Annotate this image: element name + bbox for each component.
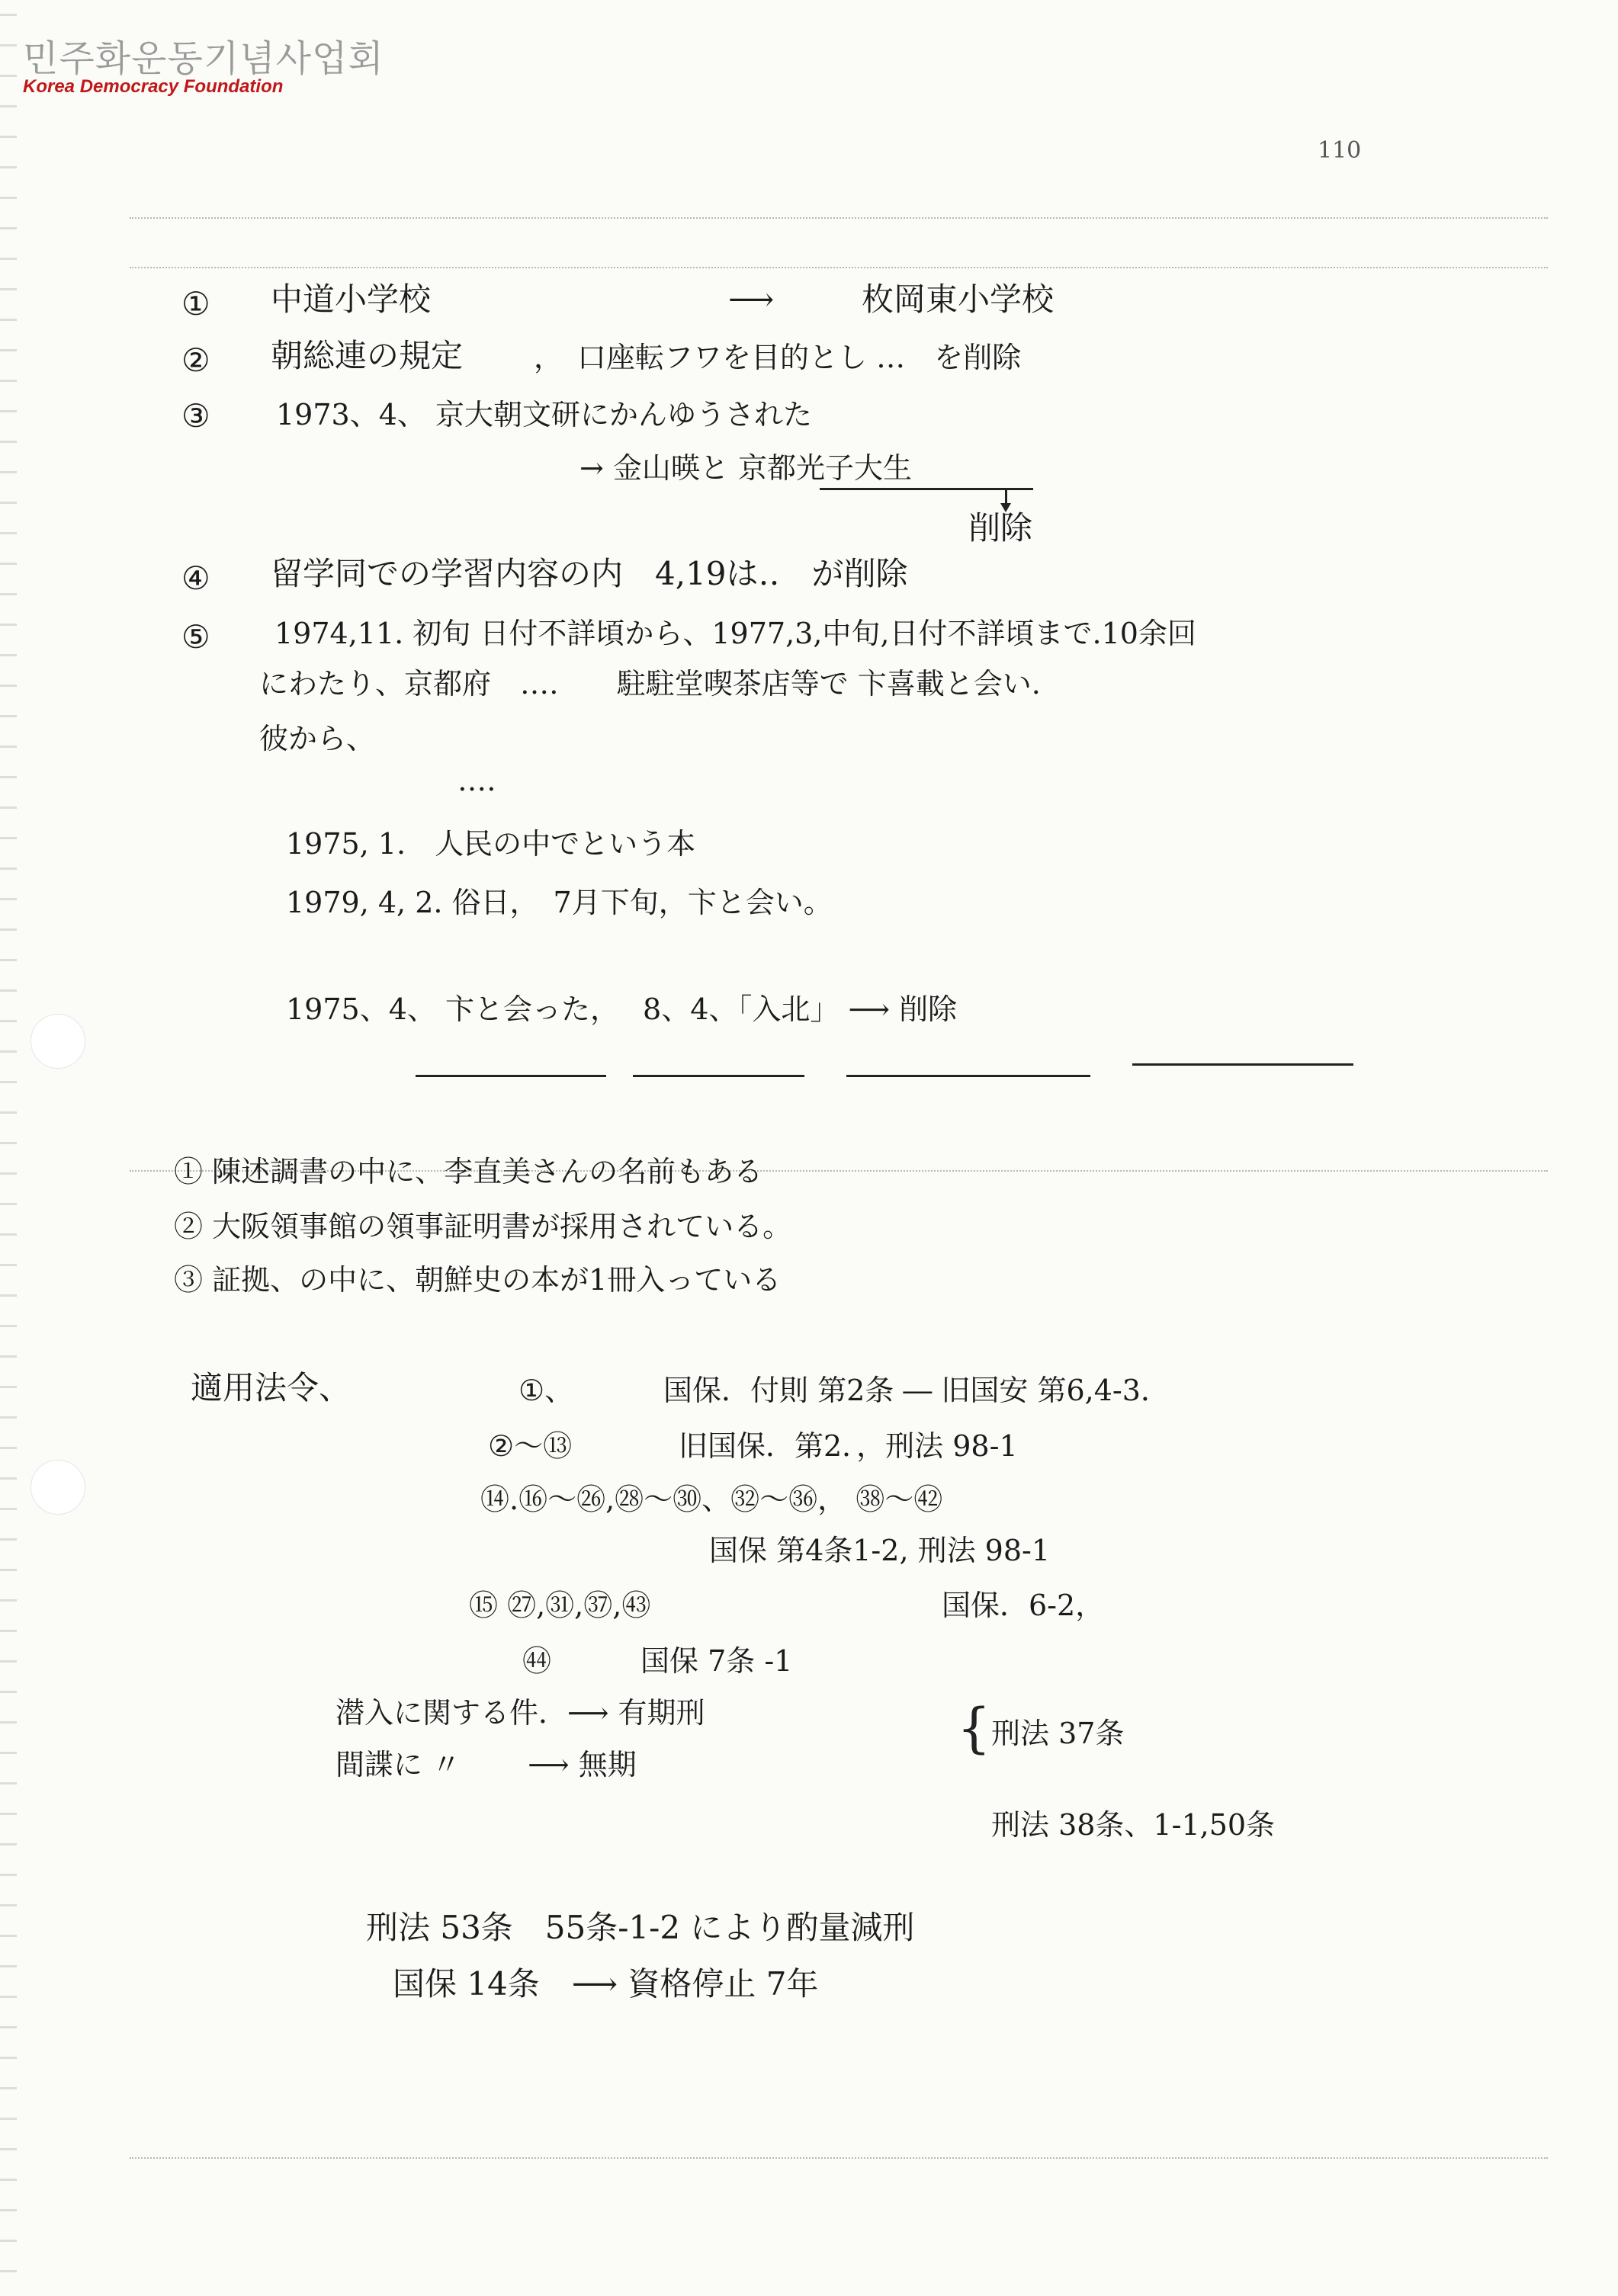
curly-brace: { bbox=[957, 1697, 991, 1759]
law5-number: ㊹ bbox=[522, 1644, 552, 1678]
dash-segment bbox=[416, 1075, 606, 1077]
law6-line-c: 刑法 37条 bbox=[991, 1717, 1125, 1750]
item2-rest: ， 口座転フワを目的とし … を削除 bbox=[534, 341, 1022, 374]
item5-line2: にわたり、京都府 ‥‥ 駐駐堂喫茶店等で 卞喜載と会い. bbox=[259, 667, 1041, 701]
item5-line5: 1979, 4, 2. 俗日， 7月下旬，卞と会い。 bbox=[286, 886, 833, 919]
laws-heading: 適用法令、 bbox=[191, 1369, 352, 1406]
law1-text: 国保．付則 第2条 ― 旧国安 第6,4-3． bbox=[663, 1374, 1170, 1407]
law8-text: 国保 14条 ⟶ 資格停止 7年 bbox=[393, 1965, 819, 2003]
item5-line4: 1975, 1. 人民の中でという本 bbox=[286, 827, 696, 861]
law3-text: 国保 第4条1-2, 刑法 98-1 bbox=[709, 1534, 1051, 1567]
law6-line-a: 潜入に関する件．⟶ 有期刑 bbox=[335, 1696, 705, 1730]
item1-arrow: ⟶ bbox=[728, 281, 775, 318]
item3-number: ③ bbox=[181, 397, 210, 435]
binding-edge bbox=[0, 0, 17, 2296]
item5-line6: 1975、4、 卞と会った， 8、4、「入北」 ⟶ 削除 bbox=[286, 992, 958, 1026]
dash-segment bbox=[633, 1075, 804, 1077]
item1-from: 中道小学校 bbox=[271, 281, 432, 318]
item3-line1: 1973、4、 京大朝文研にかんゆうされた bbox=[276, 398, 812, 431]
law3-numbers: ⑭.⑯〜㉖,㉘〜㉚、㉜〜㊱， ㊳〜㊷ bbox=[480, 1483, 943, 1516]
law2-text: 旧国保．第2．，刑法 98-1 bbox=[679, 1429, 1018, 1463]
item3-deleted: 削除 bbox=[968, 509, 1033, 547]
underline bbox=[820, 488, 1033, 490]
note-line3: ③ 証拠、の中に、朝鮮史の本が1冊入っている bbox=[174, 1263, 782, 1297]
dash-segment bbox=[846, 1075, 1090, 1077]
dash-segment bbox=[1132, 1063, 1353, 1066]
item1-number: ① bbox=[181, 285, 210, 322]
law7-text: 刑法 53条 55条-1-2 により酌量減刑 bbox=[366, 1909, 915, 1946]
item5-line1: 1974,11. 初旬 日付不詳頃から、1977,3,中旬,日付不詳頃まで.10余回 bbox=[274, 617, 1196, 650]
item1-to: 枚岡東小学校 bbox=[862, 281, 1055, 318]
note-line2: ② 大阪領事館の領事証明書が採用されている。 bbox=[174, 1210, 792, 1243]
ruled-line bbox=[130, 217, 1548, 219]
item5-line3: 彼から、 bbox=[259, 722, 376, 755]
punch-hole-top bbox=[30, 1014, 85, 1069]
law2-number: ②〜⑬ bbox=[488, 1429, 573, 1463]
page-number: 110 bbox=[1318, 137, 1362, 164]
note-line1: ① 陳述調書の中に、李直美さんの名前もある bbox=[174, 1155, 763, 1188]
item5-number: ⑤ bbox=[181, 618, 210, 656]
law5-text: 国保 7条 -1 bbox=[640, 1644, 793, 1678]
item2-number: ② bbox=[181, 342, 210, 379]
down-arrow bbox=[1005, 488, 1007, 508]
item2-text: 朝総連の規定 bbox=[271, 337, 464, 374]
item4-text: 留学同での学習内容の内 4,19は‥ が削除 bbox=[271, 555, 908, 592]
watermark-korean: 민주화운동기념사업회 bbox=[23, 37, 384, 80]
ruled-line bbox=[130, 2157, 1548, 2159]
law6-line-b: 間諜に 〃 ⟶ 無期 bbox=[335, 1748, 637, 1781]
watermark-english: Korea Democracy Foundation bbox=[23, 76, 284, 97]
law4-numbers: ⑮ ㉗,㉛,㊲,㊸ bbox=[469, 1589, 651, 1622]
item4-number: ④ bbox=[181, 560, 210, 597]
law4-text: 国保．6-2， bbox=[942, 1589, 1105, 1622]
law1-number: ①、 bbox=[518, 1374, 574, 1407]
item3-line2: → 金山暎と 京都光子大生 bbox=[579, 451, 912, 485]
ruled-line bbox=[130, 267, 1548, 268]
law6-line-d: 刑法 38条、1-1,50条 bbox=[991, 1808, 1276, 1842]
item5-dots: ‥‥ bbox=[457, 764, 496, 797]
punch-hole-bottom bbox=[30, 1460, 85, 1515]
